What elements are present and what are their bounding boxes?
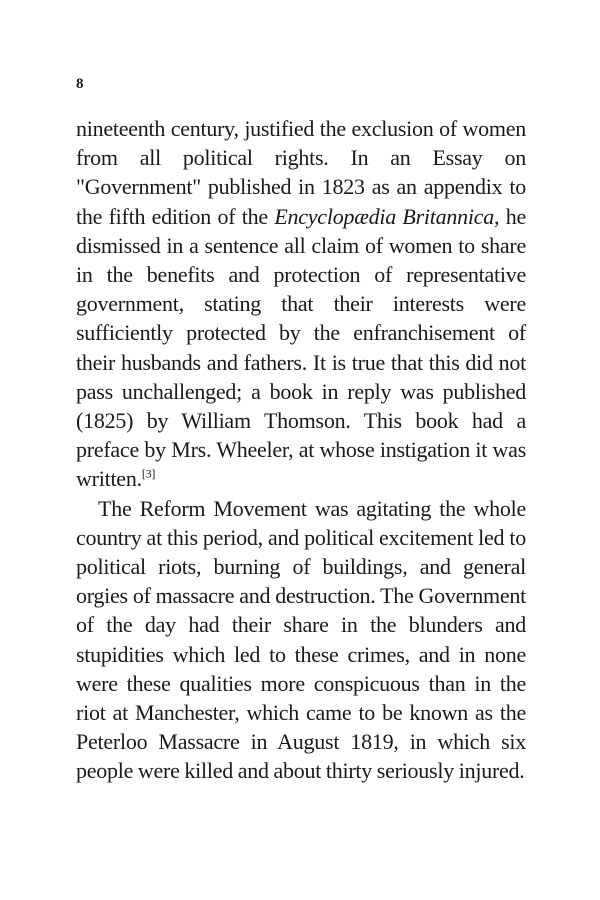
body-text	[76, 114, 526, 786]
footnote-reference[interactable]: [3]	[141, 467, 156, 482]
paragraph-1	[76, 114, 526, 494]
paragraph-1-text-a: nineteenth century, justified the exclusion of women from all political rights. In an Essay on "Government" published in 1823 as an appendix to the fifth edition of the	[76, 116, 526, 229]
book-title-italic: Encyclopædia Britannica	[274, 203, 495, 229]
page-number: 8	[76, 76, 84, 92]
paragraph-2: The Reform Movement was agitating the whole country at this period, and political excitement led to political riots, burning of buildings, and general orgies of massacre and destruction. The Government of the day had their share in the blunders and stupidities which led to these crimes, and in none were these qualities more conspicuous than in the riot at Manchester, which came to be known as the Peterloo Massacre in August 1819, in which six people were killed and about thirty seriously injured.	[76, 495, 526, 784]
paragraph-1-text-b: , he dismissed in a sentence all claim of women to share in the benefits and protection of representative government, stating that their interests were sufficiently protected by the enfranchisement of their husbands and fathers. It is true that this did not pass unchallenged; a book in reply was published (1825) by William Thomson. This book had a preface by Mrs. Wheeler, at whose instigation it was written.	[76, 203, 527, 492]
